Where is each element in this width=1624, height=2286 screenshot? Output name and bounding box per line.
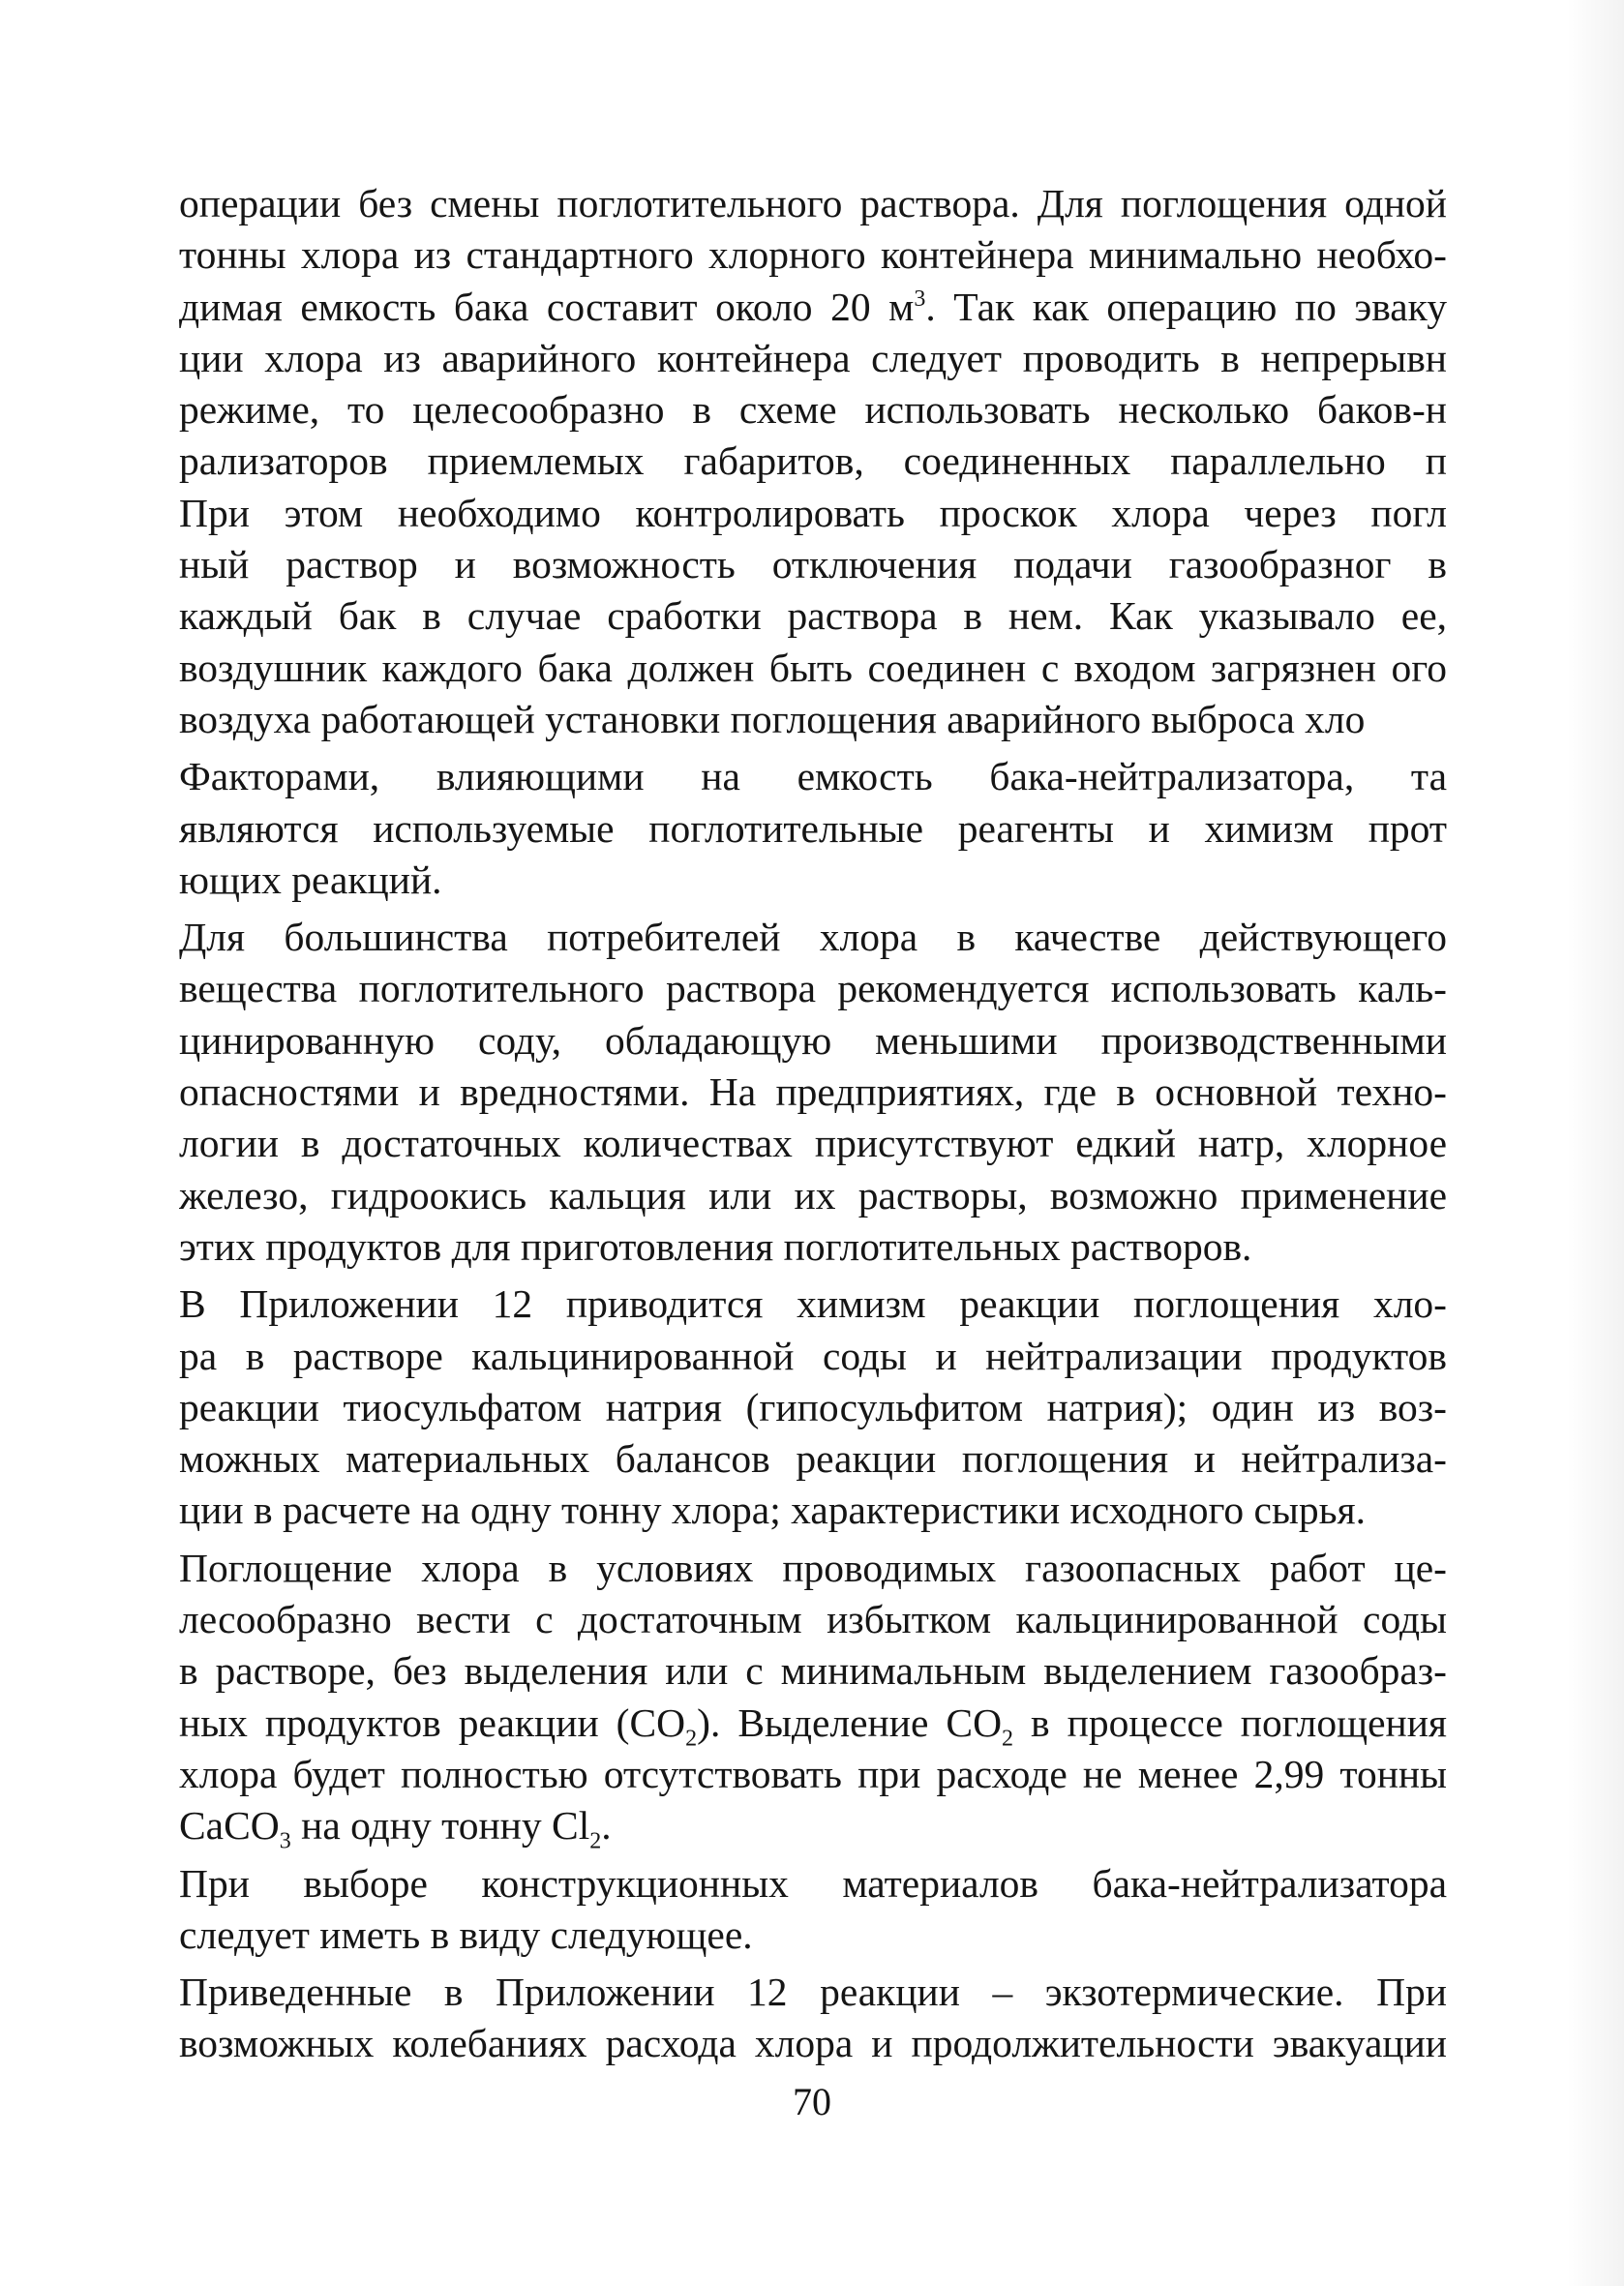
text-line bbox=[179, 1698, 1447, 1749]
line-text: возможных колебаниях расхода хлора и продолжительности эвакуации bbox=[179, 2021, 1447, 2066]
line-segment-sub: 3 bbox=[279, 1828, 291, 1852]
text-line bbox=[179, 178, 1447, 229]
text-line bbox=[179, 1800, 1447, 1851]
text-line bbox=[179, 912, 1447, 963]
text-line bbox=[179, 1221, 1447, 1273]
line-segment-sub: 2 bbox=[685, 1725, 698, 1749]
text-line bbox=[179, 1382, 1447, 1433]
text-line bbox=[179, 282, 1447, 333]
text-line bbox=[179, 1015, 1447, 1067]
line-segment-post2: в процессе поглощения bbox=[1013, 1699, 1447, 1745]
line-text: можных материальных балансов реакции поглощения и нейтрализа- bbox=[179, 1436, 1447, 1482]
line-text: лесообразно вести с достаточным избытком кальцинированной соды bbox=[179, 1597, 1447, 1642]
line-text: ции в расчете на одну тонну хлора; характеристики исходного сырья. bbox=[179, 1488, 1366, 1533]
line-text: операции без смены поглотительного раствора. Для поглощения одной bbox=[179, 181, 1447, 226]
text-line bbox=[179, 1067, 1447, 1118]
line-text: рализаторов приемлемых габаритов, соединенных параллельно п bbox=[179, 438, 1447, 484]
line-segment-sub2: 2 bbox=[589, 1828, 602, 1852]
line-text: вещества поглотительного раствора рекомендуется использовать каль- bbox=[179, 966, 1447, 1011]
text-line bbox=[179, 436, 1447, 487]
line-text: ный раствор и возможность отключения подачи газообразног в bbox=[179, 542, 1447, 587]
text-line bbox=[179, 855, 1447, 906]
text-line bbox=[179, 229, 1447, 281]
line-text: логии в достаточных количествах присутствуют едкий натр, хлорное bbox=[179, 1121, 1447, 1166]
line-text: воздушник каждого бака должен быть соединен с входом загрязнен ого bbox=[179, 645, 1447, 690]
text-line bbox=[179, 1331, 1447, 1382]
line-segment-pre: СаСО bbox=[179, 1803, 280, 1849]
text-line bbox=[179, 1645, 1447, 1697]
text-line bbox=[179, 1543, 1447, 1594]
text-line bbox=[179, 1433, 1447, 1485]
line-text: следует иметь в виду следующее. bbox=[179, 1911, 753, 1957]
text-line bbox=[179, 384, 1447, 436]
line-text: В Приложении 12 приводится химизм реакции поглощения хло- bbox=[179, 1281, 1447, 1327]
text-line bbox=[179, 1967, 1447, 2018]
scan-edge-shadow bbox=[1566, 0, 1624, 2286]
text-line bbox=[179, 1170, 1447, 1221]
line-text: ющих реакций. bbox=[179, 857, 442, 902]
line-text: опасностями и вредностями. На предприятиях, где в основной техно- bbox=[179, 1069, 1447, 1115]
text-line bbox=[179, 2018, 1447, 2069]
text-line bbox=[179, 803, 1447, 855]
text-line bbox=[179, 1858, 1447, 1910]
line-segment-sub2: 2 bbox=[1002, 1725, 1014, 1749]
line-text: являются используемые поглотительные реагенты и химизм прот bbox=[179, 805, 1447, 851]
line-text: режиме, то целесообразно в схеме использовать несколько баков-н bbox=[179, 387, 1447, 433]
line-text: каждый бак в случае сработки раствора в нем. Как указывало ее, bbox=[179, 593, 1447, 639]
text-line bbox=[179, 1749, 1447, 1800]
text-line bbox=[179, 694, 1447, 745]
line-segment-pre: димая емкость бака составит около 20 м bbox=[179, 284, 915, 329]
text-line bbox=[179, 590, 1447, 642]
text-line bbox=[179, 1910, 1447, 1961]
line-text: Приведенные в Приложении 12 реакции – экзотермические. При bbox=[179, 1970, 1447, 2015]
text-line bbox=[179, 333, 1447, 384]
line-text: Для большинства потребителей хлора в качестве действующего bbox=[179, 915, 1447, 960]
line-text: этих продуктов для приготовления поглотительных растворов. bbox=[179, 1223, 1252, 1269]
line-text: железо, гидроокись кальция или их растворы, возможно применение bbox=[179, 1172, 1447, 1218]
text-line bbox=[179, 488, 1447, 539]
line-text: ра в растворе кальцинированной соды и нейтрализации продуктов bbox=[179, 1333, 1447, 1378]
line-text: реакции тиосульфатом натрия (гипосульфитом натрия); один из воз- bbox=[179, 1384, 1447, 1429]
line-segment-sup: 3 bbox=[914, 286, 926, 312]
line-text: ции хлора из аварийного контейнера следует проводить в непрерывн bbox=[179, 335, 1447, 380]
line-segment-post: ). Выделение СО bbox=[697, 1699, 1003, 1745]
text-line bbox=[179, 963, 1447, 1014]
line-segment-post: на одну тонну Cl bbox=[290, 1803, 590, 1849]
line-text: воздуха работающей установки поглощения аварийного выброса хло bbox=[179, 696, 1366, 741]
line-segment-pre: ных продуктов реакции (СО bbox=[179, 1699, 686, 1745]
line-text: При этом необходимо контролировать проскок хлора через погл bbox=[179, 490, 1447, 535]
line-text: тонны хлора из стандартного хлорного контейнера минимально необхо- bbox=[179, 232, 1447, 278]
line-text: При выборе конструкционных материалов бака-нейтрализатора bbox=[179, 1860, 1447, 1906]
line-text: хлора будет полностью отсутствовать при расходе не менее 2,99 тонны bbox=[179, 1751, 1447, 1796]
text-line bbox=[179, 751, 1447, 802]
body-text bbox=[179, 178, 1447, 2070]
text-line bbox=[179, 1485, 1447, 1536]
line-text: в растворе, без выделения или с минимальным выделением газообраз- bbox=[179, 1648, 1447, 1694]
page-number: 70 bbox=[793, 2080, 831, 2123]
text-line bbox=[179, 1278, 1447, 1330]
text-line bbox=[179, 643, 1447, 694]
line-text: Факторами, влияющими на емкость бака-нейтрализатора, та bbox=[179, 754, 1447, 799]
text-line bbox=[179, 1118, 1447, 1169]
text-line bbox=[179, 539, 1447, 590]
line-segment-post: . Так как операцию по эваку bbox=[925, 284, 1447, 329]
line-segment-post2: . bbox=[601, 1803, 612, 1849]
line-text: цинированную соду, обладающую меньшими производственными bbox=[179, 1017, 1447, 1063]
line-text: Поглощение хлора в условиях проводимых газоопасных работ це- bbox=[179, 1545, 1447, 1590]
text-line bbox=[179, 1594, 1447, 1645]
